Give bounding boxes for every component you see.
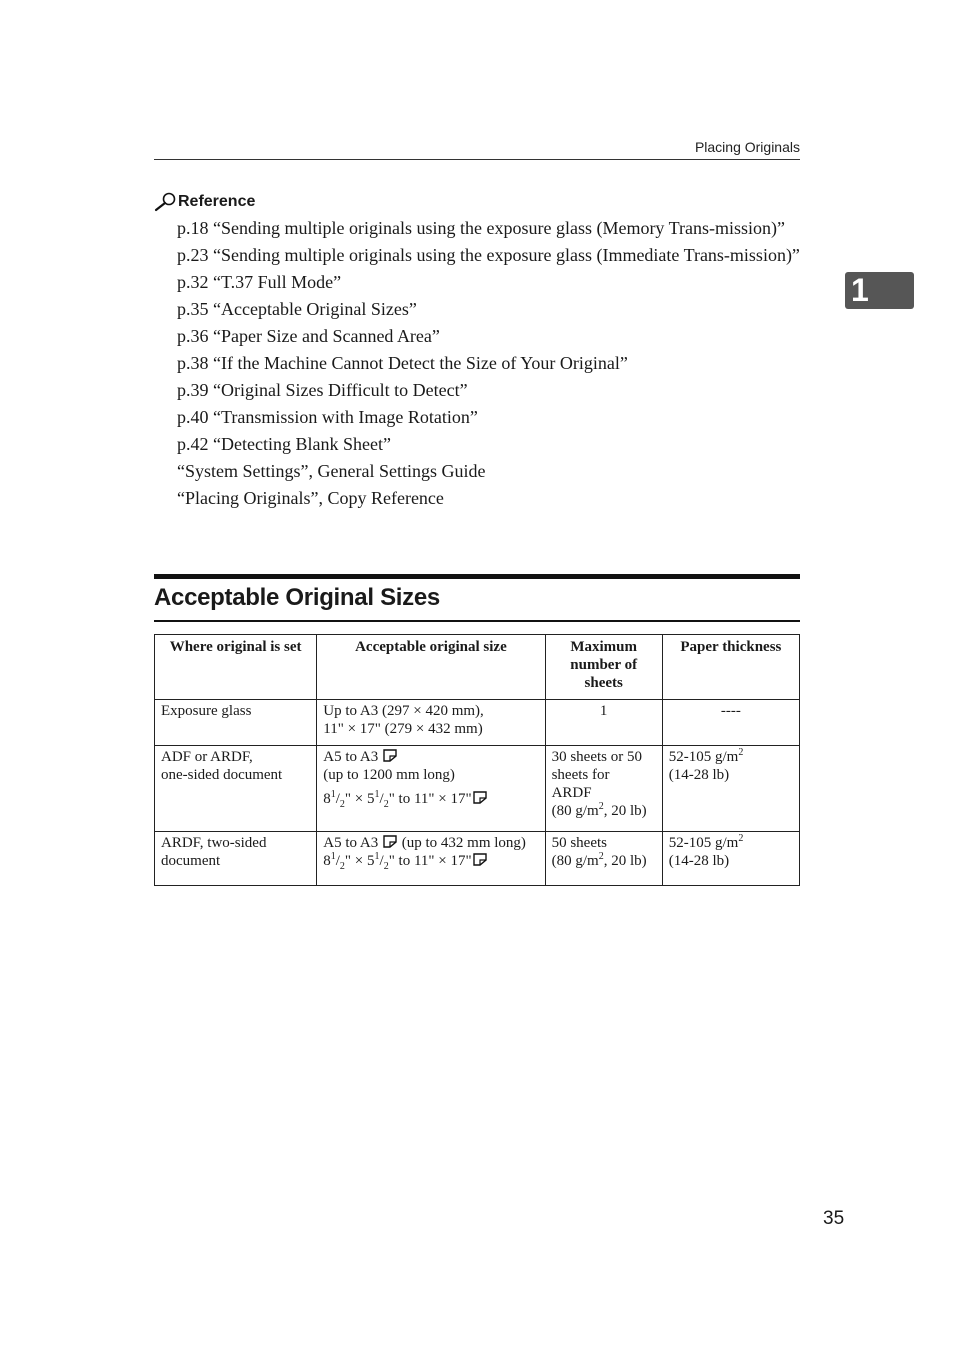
landscape-orientation-icon (473, 853, 487, 866)
reference-item[interactable]: “Placing Originals”, Copy Reference (177, 488, 444, 508)
cell-size (317, 832, 545, 886)
max-line: (80 $g/m^2$, 20 lb) (551, 801, 647, 819)
running-header: Placing Originals (694, 139, 800, 155)
where-line: ADF or ARDF, (161, 749, 253, 765)
cell-size (317, 746, 545, 832)
page-number: 35 (823, 1208, 845, 1229)
size-line: Up to A3 (297 × 420 mm), (323, 703, 484, 719)
header-where: Where original is set (155, 635, 317, 700)
chapter-number: 1 (851, 272, 869, 308)
reference-title: Reference (178, 193, 256, 210)
header-max-sheets: Maximum number of sheets (545, 635, 662, 700)
reference-item[interactable]: p.32 “T.37 Full Mode” (177, 272, 342, 292)
reference-item[interactable]: p.40 “Transmission with Image Rotation” (177, 407, 478, 427)
section-title: Acceptable Original Sizes (154, 584, 440, 611)
max-line: (80 $g/m^2$, 20 lb) (551, 851, 647, 869)
table-header-row (155, 635, 800, 700)
cell-where: Exposure glass (155, 700, 317, 746)
reference-item[interactable]: p.35 “Acceptable Original Sizes” (177, 299, 417, 319)
cell-thickness: ---- (662, 700, 799, 746)
section-rule-bottom (154, 620, 800, 622)
reference-list (177, 218, 800, 515)
where-line: ARDF, two-sided (161, 835, 267, 851)
cell-max: 1 (545, 700, 662, 746)
cell-where (155, 832, 317, 886)
header-size: Acceptable original size (317, 635, 545, 700)
chapter-tab (845, 272, 914, 309)
reference-item[interactable]: “System Settings”, General Settings Guide (177, 461, 486, 481)
landscape-orientation-icon (383, 749, 397, 762)
table-row (155, 746, 800, 832)
cell-thickness (662, 746, 799, 832)
size-line: (up to 432 mm long) (401, 835, 526, 851)
reference-item[interactable]: p.18 “Sending multiple originals using the exposure glass (Memory Trans-mission)” (177, 218, 785, 238)
magnifier-icon (154, 192, 177, 212)
size-fraction-line: $8^1/_2$" × $5^1/_2$" to 11" × 17" (323, 853, 487, 869)
cell-where (155, 746, 317, 832)
max-line: 50 sheets (551, 835, 608, 851)
acceptable-sizes-table (154, 634, 800, 886)
thickness-line: 52-105 $g/m^2$ (668, 833, 744, 851)
size-line: (up to 1200 mm long) (323, 767, 455, 783)
reference-heading (154, 192, 255, 212)
table-row (155, 832, 800, 886)
where-line: one-sided document (161, 767, 283, 783)
thickness-line: 52-105 $g/m^2$ (668, 747, 744, 765)
cell-size (317, 700, 545, 746)
reference-item[interactable]: p.42 “Detecting Blank Sheet” (177, 434, 391, 454)
max-line: 30 sheets or 50 (551, 749, 642, 765)
thickness-line: (14-28 lb) (668, 853, 730, 869)
where-line: document (161, 853, 221, 869)
size-line: 11" × 17" (279 × 432 mm) (323, 721, 483, 737)
cell-max (545, 832, 662, 886)
max-line: ARDF (551, 785, 592, 801)
thickness-line: (14-28 lb) (668, 767, 730, 783)
section-rule-top (154, 574, 800, 579)
reference-item[interactable]: p.36 “Paper Size and Scanned Area” (177, 326, 440, 346)
header-rule (154, 159, 800, 160)
cell-thickness (662, 832, 799, 886)
reference-item[interactable]: p.39 “Original Sizes Difficult to Detect” (177, 380, 468, 400)
reference-item[interactable]: p.38 “If the Machine Cannot Detect the Size of Your Original” (177, 353, 628, 373)
size-line: A5 to A3 (323, 749, 379, 765)
reference-item[interactable]: p.23 “Sending multiple originals using the exposure glass (Immediate Trans-mission)” (177, 245, 800, 265)
size-line: A5 to A3 (323, 835, 379, 851)
landscape-orientation-icon (383, 835, 397, 848)
table-row (155, 700, 800, 746)
cell-max (545, 746, 662, 832)
landscape-orientation-icon (473, 791, 487, 804)
size-fraction-line: $8^1/_2$" × $5^1/_2$" to 11" × 17" (323, 790, 538, 808)
max-line: sheets for (551, 767, 610, 783)
header-thickness: Paper thickness (662, 635, 799, 700)
